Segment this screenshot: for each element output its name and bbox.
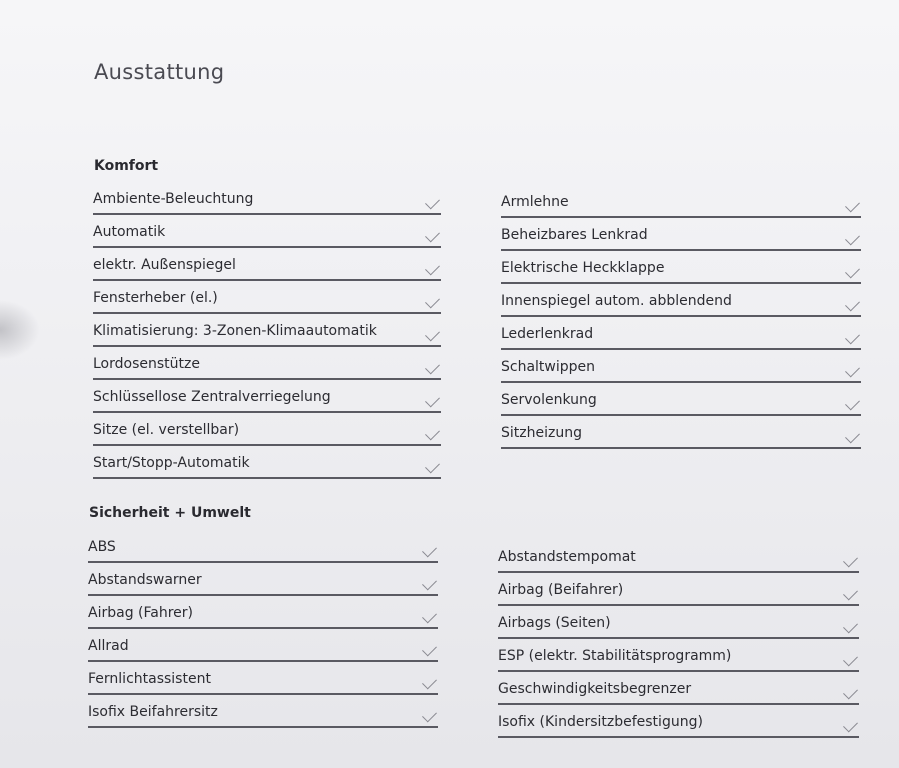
feature-label: Servolenkung	[501, 392, 597, 408]
komfort-left-list	[93, 182, 441, 479]
feature-label: Automatik	[93, 224, 166, 240]
feature-row	[93, 215, 441, 248]
feature-row	[88, 596, 438, 629]
feature-row	[501, 350, 861, 383]
feature-label: Schlüssellose Zentralverriegelung	[93, 389, 331, 405]
feature-label: Elektrische Heckklappe	[501, 260, 665, 276]
feature-row	[501, 383, 861, 416]
feature-row	[88, 530, 438, 563]
feature-label: Fernlichtassistent	[88, 671, 211, 687]
feature-row	[501, 251, 861, 284]
feature-row	[88, 695, 438, 728]
check-icon	[425, 195, 440, 210]
feature-row	[498, 573, 859, 606]
check-icon	[845, 363, 860, 378]
feature-label: Innenspiegel autom. abblendend	[501, 293, 732, 309]
check-icon	[845, 297, 860, 312]
feature-row	[88, 563, 438, 596]
feature-row	[93, 347, 441, 380]
feature-row	[93, 380, 441, 413]
feature-label: Sitze (el. verstellbar)	[93, 422, 240, 438]
check-icon	[845, 198, 860, 213]
feature-label: Isofix Beifahrersitz	[88, 704, 218, 720]
check-icon	[425, 393, 440, 408]
komfort-right-list	[501, 185, 861, 449]
feature-row	[93, 182, 441, 215]
check-icon	[422, 543, 437, 558]
check-icon	[843, 619, 858, 634]
feature-label: Armlehne	[501, 194, 569, 210]
feature-row	[498, 639, 859, 672]
check-icon	[845, 231, 860, 246]
section-heading-komfort: Komfort	[94, 158, 159, 174]
feature-row	[501, 185, 861, 218]
feature-row	[93, 314, 441, 347]
feature-label: Airbag (Beifahrer)	[498, 582, 624, 598]
feature-row	[501, 218, 861, 251]
feature-label: Airbags (Seiten)	[498, 615, 611, 631]
check-icon	[425, 228, 440, 243]
check-icon	[843, 718, 858, 733]
feature-label: Lordosenstütze	[93, 356, 200, 372]
feature-label: Lederlenkrad	[501, 326, 594, 342]
feature-row	[88, 662, 438, 695]
feature-label: elektr. Außenspiegel	[93, 257, 236, 273]
check-icon	[843, 652, 858, 667]
feature-row	[498, 705, 859, 738]
feature-label: Start/Stopp-Automatik	[93, 455, 250, 471]
feature-row	[88, 629, 438, 662]
feature-row	[501, 416, 861, 449]
page-title: Ausstattung	[94, 60, 225, 84]
check-icon	[425, 426, 440, 441]
feature-row	[501, 317, 861, 350]
feature-label: Ambiente-Beleuchtung	[93, 191, 254, 207]
feature-label: Abstandstempomat	[498, 549, 636, 565]
feature-row	[501, 284, 861, 317]
check-icon	[843, 586, 858, 601]
feature-label: Schaltwippen	[501, 359, 596, 375]
feature-label: Allrad	[88, 638, 129, 654]
check-icon	[845, 396, 860, 411]
check-icon	[425, 327, 440, 342]
sicherheit-right-list	[498, 540, 859, 738]
section-heading-sicherheit: Sicherheit + Umwelt	[89, 505, 251, 521]
check-icon	[425, 360, 440, 375]
feature-row	[93, 281, 441, 314]
check-icon	[843, 685, 858, 700]
check-icon	[845, 429, 860, 444]
feature-label: Isofix (Kindersitzbefestigung)	[498, 714, 703, 730]
check-icon	[422, 708, 437, 723]
feature-label: ESP (elektr. Stabilitätsprogramm)	[498, 648, 732, 664]
feature-row	[498, 606, 859, 639]
feature-row	[93, 413, 441, 446]
check-icon	[422, 576, 437, 591]
feature-label: Fensterheber (el.)	[93, 290, 218, 306]
check-icon	[425, 294, 440, 309]
feature-label: Airbag (Fahrer)	[88, 605, 193, 621]
check-icon	[425, 261, 440, 276]
check-icon	[422, 675, 437, 690]
feature-row	[498, 672, 859, 705]
check-icon	[422, 609, 437, 624]
check-icon	[845, 330, 860, 345]
feature-label: Abstandswarner	[88, 572, 202, 588]
feature-label: Geschwindigkeitsbegrenzer	[498, 681, 692, 697]
feature-label: Klimatisierung: 3-Zonen-Klimaautomatik	[93, 323, 377, 339]
check-icon	[843, 553, 858, 568]
check-icon	[845, 264, 860, 279]
feature-row	[93, 248, 441, 281]
check-icon	[425, 459, 440, 474]
sicherheit-left-list	[88, 530, 438, 728]
feature-row	[93, 446, 441, 479]
feature-label: Sitzheizung	[501, 425, 582, 441]
page-shadow	[0, 300, 40, 360]
check-icon	[422, 642, 437, 657]
feature-label: ABS	[88, 539, 116, 555]
feature-row	[498, 540, 859, 573]
feature-label: Beheizbares Lenkrad	[501, 227, 648, 243]
